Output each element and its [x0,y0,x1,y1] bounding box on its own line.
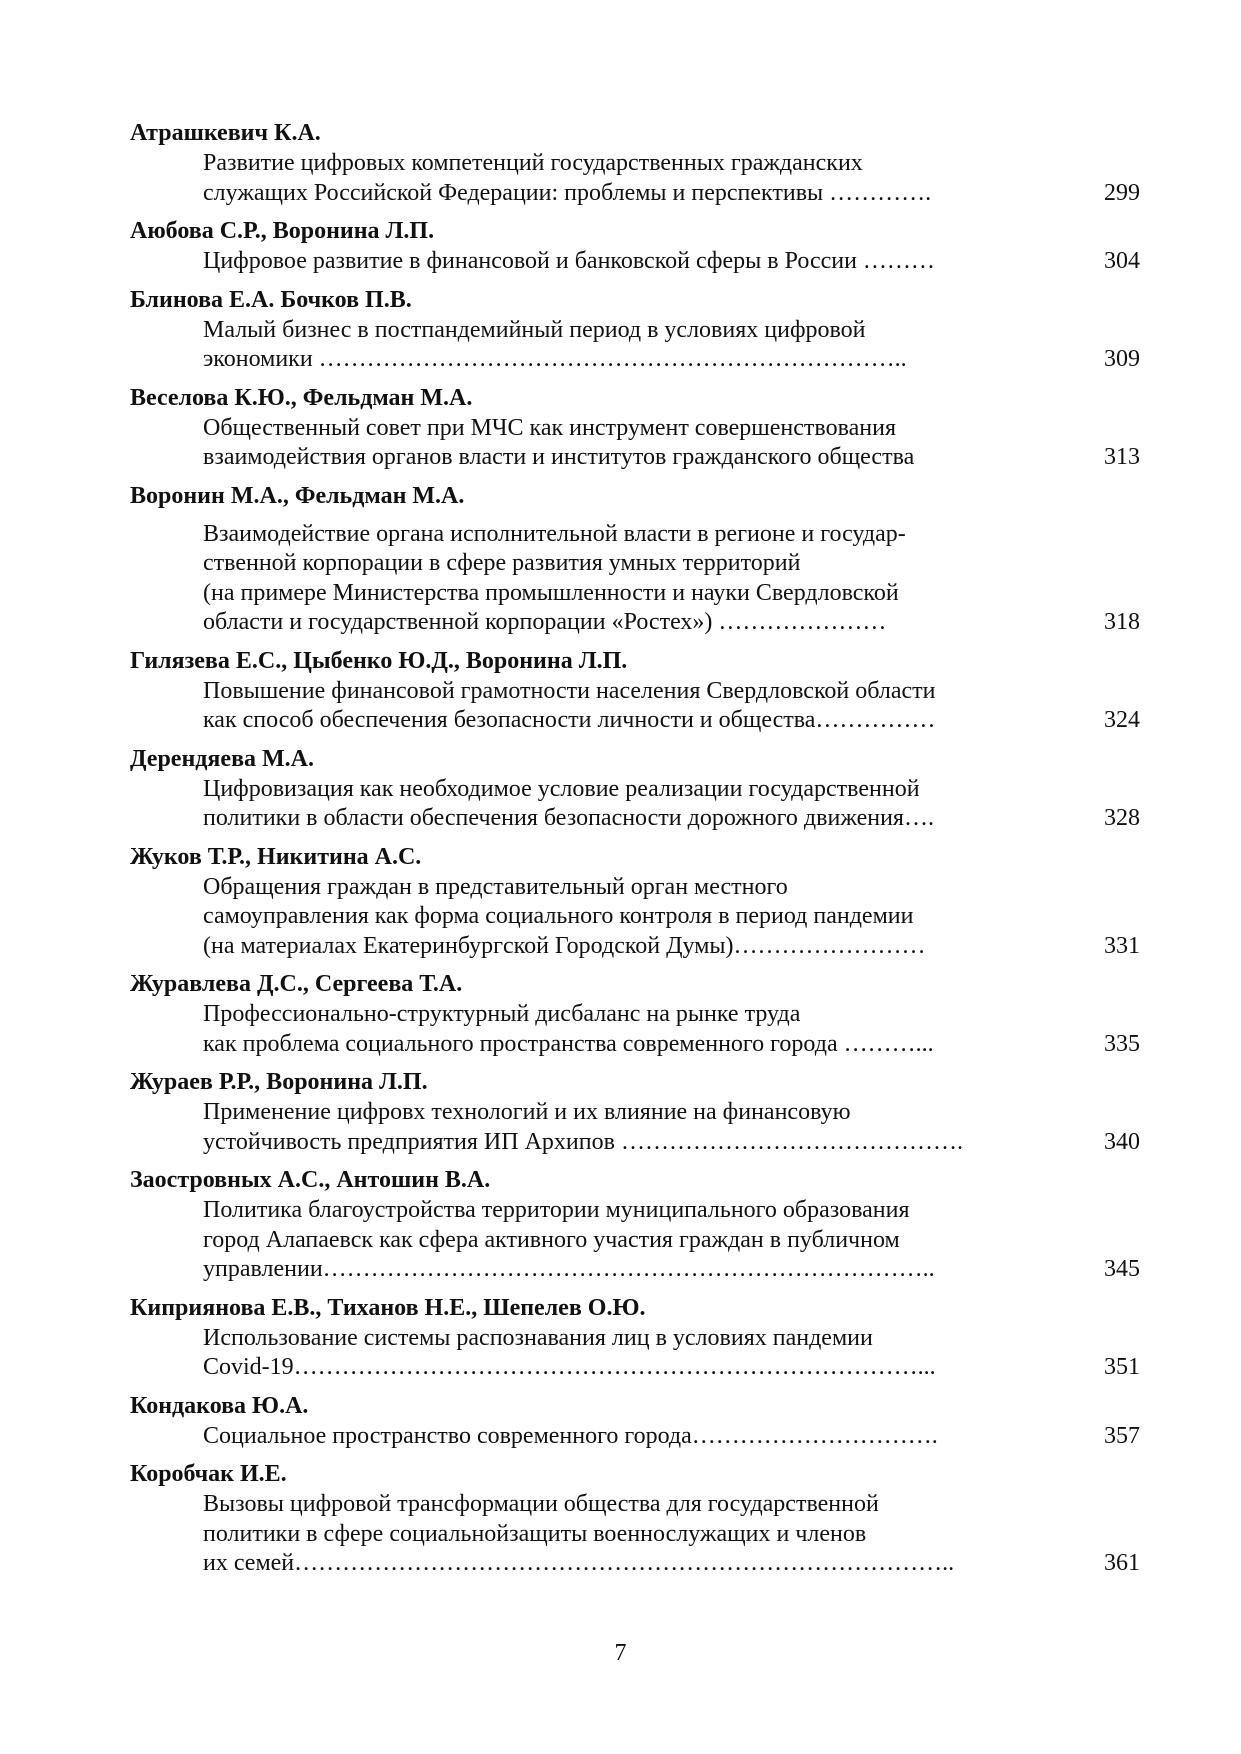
toc-entry-authors: Воронин М.А., Фельдман М.А. [130,482,465,509]
toc-entry-title-line: устойчивость предприятия ИП Архипов ……………………………………. [203,1128,963,1155]
toc-entry [130,118,1140,208]
toc-entry [130,646,1140,736]
toc-entry-authors: Атрашкевич К.А. [130,120,321,146]
toc-entry-title [130,316,1140,375]
page-number: 7 [614,1640,627,1666]
toc-entry-page-number: 351 [1104,1354,1140,1380]
toc-entry-title [130,775,1140,834]
toc-entry-page-number: 324 [1104,707,1140,733]
toc-entry-title-line: их семей……………………………………………………………………….. [203,1550,955,1576]
toc-entry-title-line: политики в сфере социальнойзащиты военнослужащих и членов [203,1520,867,1547]
toc-entry-page-number: 299 [1104,179,1140,206]
toc-entry [130,1459,1140,1579]
toc-entry-title-line: управлении………………………………………………………………….. [203,1256,935,1282]
toc-entry-title-line: Общественный совет при МЧС как инструмент совершенствования [203,414,896,441]
toc-entry-page-number: 361 [1104,1550,1140,1576]
toc-entry-authors: Коробчак И.Е. [130,1461,287,1487]
toc-entry-title-line: взаимодействия органов власти и институтов гражданского общества [203,444,915,470]
toc-entry [130,842,1140,962]
toc-entry-page-number: 328 [1104,805,1140,831]
toc-entry-page-number: 340 [1104,1128,1140,1155]
toc-entry-title [130,1196,1140,1285]
toc-entry-title-line: Профессионально-структурный дисбаланс на рынке труда [203,1001,801,1027]
toc-entry-title-line: Политика благоустройства территории муниципального образования [203,1197,910,1223]
toc-entry-title-line: (на материалах Екатеринбургской Городской Думы)…………………… [203,932,926,959]
toc-entry-title-line: Применение цифровх технологий и их влияние на финансовую [203,1099,851,1125]
toc-entry-title-line: Малый бизнес в постпандемийный период в условиях цифровой [203,316,866,343]
toc-entry [130,744,1140,834]
toc-entry-title-line: области и государственной корпорации «Ростех») ………………… [203,609,887,635]
toc-entry-title [130,247,1140,277]
toc-entry-title [130,520,1140,638]
toc-entry-title [130,149,1140,208]
toc-entry-page-number: 335 [1104,1030,1140,1057]
toc-entry-title [130,677,1140,736]
toc-entry-title [130,1000,1140,1059]
toc-entry-authors: Кондакова Ю.А. [130,1392,309,1419]
toc-entry [130,969,1140,1059]
toc-entry-title-line: служащих Российской Федерации: проблемы и перспективы …………. [203,179,932,206]
toc-entry-title-line: как проблема социального пространства современного города ………... [203,1030,934,1057]
toc-entry [130,216,1140,277]
toc-entry-page-number: 331 [1104,932,1140,959]
toc-entry-authors: Блинова Е.А. Бочков П.В. [130,286,412,313]
toc-entry [130,383,1140,473]
toc-entry-title-line: Цифровизация как необходимое условие реализации государственной [203,775,920,802]
toc-entry-page-number: 345 [1104,1256,1140,1282]
toc-entry-title-line: Использование системы распознавания лиц в условиях пандемии [203,1324,873,1351]
toc-entry-title-line: Развитие цифровых компетенций государственных гражданских [203,150,863,176]
toc-entry-title-line: Обращения граждан в представительный орган местного [203,873,788,900]
toc-entry [130,481,1140,638]
toc-entry [130,285,1140,375]
toc-entry-title-line: Социальное пространство современного города…………………………. [203,1422,938,1449]
table-of-contents [130,118,1140,1587]
toc-entry-page-number: 318 [1104,609,1140,635]
toc-entry-authors: Жуков Т.Р., Никитина А.С. [130,843,422,870]
toc-entry-page-number: 357 [1104,1422,1140,1449]
toc-entry-authors: Гилязева Е.С., Цыбенко Ю.Д., Воронина Л.П. [130,647,628,674]
toc-entry-authors: Дерендяева М.А. [130,745,315,772]
toc-entry-title [130,414,1140,473]
toc-entry-title [130,1422,1140,1452]
toc-entry-title-line: как способ обеспечения безопасности личности и общества…………… [203,707,936,733]
toc-entry-title-line: (на примере Министерства промышленности и науки Свердловской [203,579,899,606]
toc-entry-title-line: Цифровое развитие в финансовой и банковской сферы в России ……… [203,248,935,274]
toc-entry-title-line: самоуправления как форма социального контроля в период пандемии [203,903,914,929]
toc-entry-authors: Заостровных А.С., Антошин В.А. [130,1167,491,1193]
toc-entry-page-number: 309 [1104,346,1140,372]
toc-entry-authors: Киприянова Е.В., Тиханов Н.Е., Шепелев О.Ю. [130,1294,646,1321]
toc-entry [130,1067,1140,1157]
toc-entry-page-number: 313 [1104,444,1140,470]
toc-entry-authors: Жураев Р.Р., Воронина Л.П. [130,1069,428,1095]
toc-entry [130,1293,1140,1383]
toc-entry-title-line: экономики ……………………………………………………………….. [203,346,907,372]
toc-entry [130,1391,1140,1452]
toc-entry-title-line: ственной корпорации в сфере развития умных территорий [203,550,801,576]
toc-entry-title [130,1098,1140,1157]
toc-entry-title-line: Вызовы цифровой трансформации общества для государственной [203,1491,879,1517]
toc-entry-title [130,1490,1140,1579]
toc-entry-page-number: 304 [1104,248,1140,274]
toc-entry-authors: Аюбова С.Р., Воронина Л.П. [130,218,435,244]
toc-entry-authors: Веселова К.Ю., Фельдман М.А. [130,384,473,411]
toc-entry [130,1165,1140,1285]
toc-entry-title-line: политики в области обеспечения безопасности дорожного движения…. [203,805,934,831]
toc-entry-title-line: Повышение финансовой грамотности населения Свердловской области [203,677,936,704]
toc-entry-title-line: Covid-19……………………………………………………………………... [203,1354,936,1380]
toc-entry-title [130,873,1140,962]
toc-entry-authors: Журавлева Д.С., Сергеева Т.А. [130,971,463,997]
toc-entry-title [130,1324,1140,1383]
toc-entry-title-line: город Алапаевск как сфера активного участия граждан в публичном [203,1226,900,1253]
toc-entry-title-line: Взаимодействие органа исполнительной власти в регионе и государ- [203,520,906,547]
